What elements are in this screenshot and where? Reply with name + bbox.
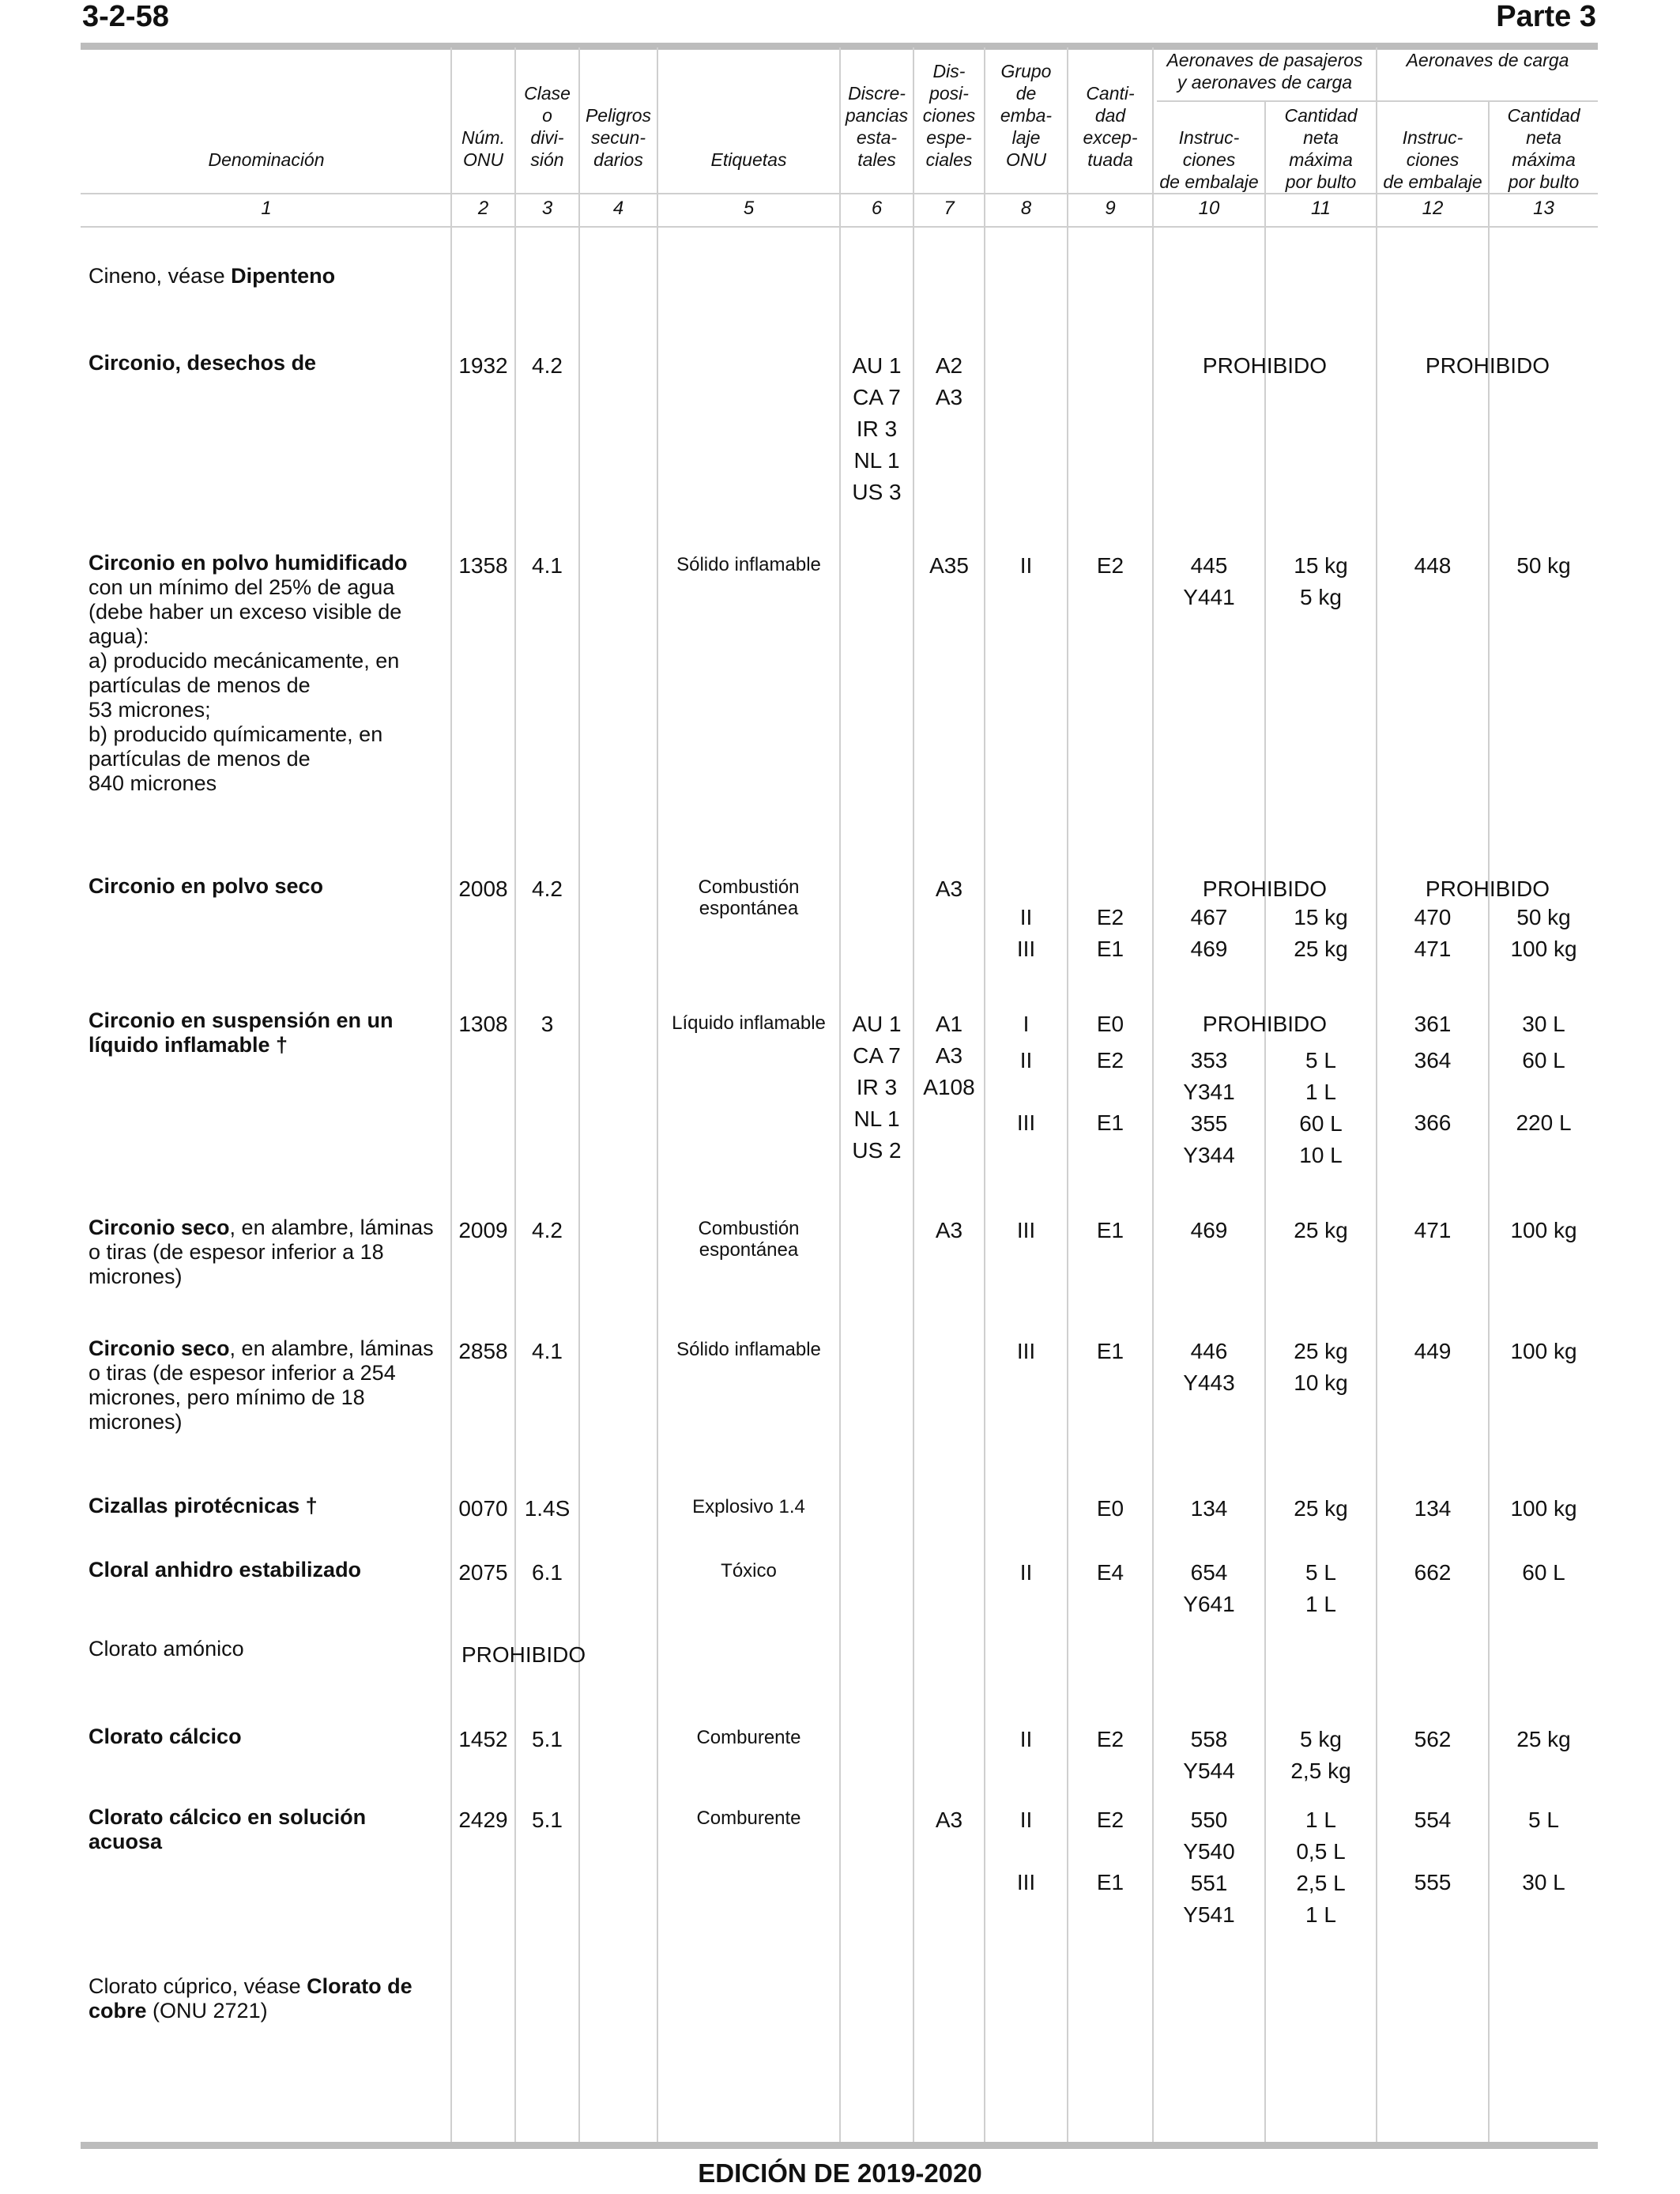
entry-name: Circonio seco, en alambre, láminas o tiras (de espesor inferior a 254 micrones, pero mínimo de 18 micrones) xyxy=(89,1336,434,1434)
special-provisions: A2 A3 xyxy=(935,353,963,409)
special-provisions: A3 xyxy=(935,876,963,901)
part-title: Parte 3 xyxy=(1496,0,1596,33)
max-quantity-pax: 15 kg 5 kg xyxy=(1294,553,1348,609)
packing-group: II xyxy=(1019,1727,1033,1751)
class-division: 3 xyxy=(541,1012,554,1036)
max-quantity-cargo: 100 kg xyxy=(1510,1218,1577,1242)
class-division: 4.1 xyxy=(532,553,563,578)
packing-instruction-pax: 134 xyxy=(1190,1496,1228,1521)
max-quantity-cargo: 50 kg 100 kg xyxy=(1510,905,1577,961)
prohibited-all: PROHIBIDO xyxy=(461,1642,586,1667)
excepted-quantity: E4 xyxy=(1096,1560,1124,1585)
packing-instruction-cargo: 471 xyxy=(1414,1218,1452,1242)
excepted-quantity: E2 E1 xyxy=(1096,905,1124,961)
excepted-quantity: E2 xyxy=(1096,1808,1124,1832)
header-peligros: Peligros secun- darios xyxy=(585,105,652,170)
header-group-pasajeros: Aeronaves de pasajeros y aeronaves de carga xyxy=(1166,50,1363,92)
packing-instruction-cargo: 361 xyxy=(1414,1012,1452,1036)
max-quantity-cargo: 30 L xyxy=(1522,1870,1565,1894)
packing-group: III xyxy=(1016,1870,1036,1894)
packing-instruction-cargo: 366 xyxy=(1414,1110,1452,1135)
packing-instruction-cargo: 470 471 xyxy=(1414,905,1452,961)
column-number: 10 xyxy=(1198,198,1220,219)
packing-group: II xyxy=(1019,553,1033,578)
col-divider xyxy=(578,47,580,2142)
group-header-divider xyxy=(1157,100,1598,102)
packing-instruction-cargo: 448 xyxy=(1414,553,1452,578)
max-quantity-pax: 1 L 0,5 L 2,5 L 1 L xyxy=(1296,1808,1346,1927)
entry-name: Clorato cálcico xyxy=(89,1725,242,1748)
max-quantity-cargo: 5 L xyxy=(1528,1808,1559,1832)
column-number: 6 xyxy=(871,198,883,219)
header-discrepancias: Discre- pancias esta- tales xyxy=(845,83,909,170)
max-quantity-pax: 15 kg 25 kg xyxy=(1294,905,1348,961)
header-instr-pax: Instruc- ciones de embalaje xyxy=(1159,127,1259,192)
packing-instruction-cargo: 449 xyxy=(1414,1339,1452,1363)
max-quantity-cargo: 25 kg xyxy=(1516,1727,1571,1751)
un-number: 1358 xyxy=(458,553,508,578)
excepted-quantity: E1 xyxy=(1096,1110,1124,1135)
packing-group: II xyxy=(1019,1808,1033,1832)
packing-instruction-pax: 469 xyxy=(1190,1218,1228,1242)
un-number: 0070 xyxy=(458,1496,508,1521)
class-division: 4.1 xyxy=(532,1339,563,1363)
excepted-quantity: E0 xyxy=(1096,1496,1124,1521)
edition-footer: EDICIÓN DE 2019-2020 xyxy=(698,2158,982,2188)
hazard-label: Comburente xyxy=(696,1808,801,1829)
entry-name: Clorato cálcico en solución acuosa xyxy=(89,1805,367,1853)
packing-instruction-cargo: 555 xyxy=(1414,1870,1452,1894)
special-provisions: A35 xyxy=(929,553,969,578)
un-number: 2008 xyxy=(458,876,508,901)
un-number: 2858 xyxy=(458,1339,508,1363)
entry-name: Circonio, desechos de xyxy=(89,351,317,375)
packing-instruction-pax: 467 469 xyxy=(1190,905,1228,961)
un-number: 1932 xyxy=(458,353,508,378)
hazard-label: Combustión espontánea xyxy=(698,876,800,919)
header-group-carga: Aeronaves de carga xyxy=(1406,50,1569,70)
state-variations: AU 1 CA 7 IR 3 NL 1 US 2 xyxy=(852,1012,902,1163)
prohibited-cargo: PROHIBIDO xyxy=(1425,876,1550,901)
max-quantity-cargo: 30 L xyxy=(1522,1012,1565,1036)
class-division: 4.2 xyxy=(532,1218,563,1242)
max-quantity-pax: 5 kg 2,5 kg xyxy=(1290,1727,1351,1783)
column-number: 12 xyxy=(1422,198,1444,219)
header-num-onu: Núm. ONU xyxy=(461,127,505,170)
excepted-quantity: E2 xyxy=(1096,1727,1124,1751)
un-number: 1452 xyxy=(458,1727,508,1751)
class-division: 5.1 xyxy=(532,1727,563,1751)
entry-name: Circonio en polvo humidificado con un mínimo del 25% de agua (debe haber un exceso visible de agua): a) producido mecánicamente, en partículas de menos de 53 micrones; b) producido químicamente, en partículas de menos de 840 micrones xyxy=(89,551,408,795)
column-number: 8 xyxy=(1020,198,1032,219)
header-etiquetas: Etiquetas xyxy=(710,149,787,170)
packing-group: III xyxy=(1016,1339,1036,1363)
excepted-quantity: E2 xyxy=(1096,1048,1124,1072)
max-quantity-cargo: 60 L xyxy=(1522,1560,1565,1585)
header-disposiciones: Dis- posi- ciones espe- ciales xyxy=(922,61,976,170)
packing-instruction-cargo: 662 xyxy=(1414,1560,1452,1585)
packing-instruction-pax: 353 Y341 355 Y344 xyxy=(1183,1048,1235,1167)
packing-instruction-cargo: 562 xyxy=(1414,1727,1452,1751)
entry-name: Circonio seco, en alambre, láminas o tiras (de espesor inferior a 18 micrones) xyxy=(89,1216,434,1288)
class-division: 4.2 xyxy=(532,876,563,901)
max-quantity-pax: 25 kg xyxy=(1294,1496,1348,1521)
packing-group: III xyxy=(1016,1218,1036,1242)
class-division: 5.1 xyxy=(532,1808,563,1832)
packing-instruction-pax: 558 Y544 xyxy=(1183,1727,1235,1783)
special-provisions: A1 A3 A108 xyxy=(923,1012,975,1099)
packing-instruction-cargo: 364 xyxy=(1414,1048,1452,1072)
header-denominacion: Denominación xyxy=(208,149,325,170)
max-quantity-cargo: 100 kg xyxy=(1510,1496,1577,1521)
max-quantity-cargo: 220 L xyxy=(1516,1110,1572,1135)
class-division: 4.2 xyxy=(532,353,563,378)
max-quantity-pax: 5 L 1 L 60 L 10 L xyxy=(1299,1048,1343,1167)
prohibited-pax: PROHIBIDO xyxy=(1202,1012,1328,1036)
column-number: 4 xyxy=(612,198,624,219)
entry-name: Circonio en suspensión en un líquido inflamable † xyxy=(89,1008,394,1057)
hazard-label: Tóxico xyxy=(721,1560,777,1581)
un-number: 2429 xyxy=(458,1808,508,1832)
excepted-quantity: E2 xyxy=(1096,553,1124,578)
un-number: 1308 xyxy=(458,1012,508,1036)
max-quantity-pax: 25 kg xyxy=(1294,1218,1348,1242)
max-quantity-pax: 5 L 1 L xyxy=(1305,1560,1336,1616)
packing-instruction-pax: 550 Y540 551 Y541 xyxy=(1183,1808,1235,1927)
entry-name: Circonio en polvo seco xyxy=(89,874,324,898)
prohibited-pax: PROHIBIDO xyxy=(1202,876,1328,901)
packing-instruction-pax: 654 Y641 xyxy=(1183,1560,1235,1616)
bottom-rule xyxy=(81,2142,1598,2149)
header-cantidad-exceptuada: Canti- dad excep- tuada xyxy=(1083,83,1138,170)
hazard-label: Combustión espontánea xyxy=(698,1218,800,1261)
entry-name: Cloral anhidro estabilizado xyxy=(89,1558,362,1581)
special-provisions: A3 xyxy=(935,1218,963,1242)
packing-group: I xyxy=(1023,1012,1030,1036)
header-clase: Clase o divi- sión xyxy=(524,83,571,170)
column-number: 7 xyxy=(944,198,955,219)
hazard-label: Sólido inflamable xyxy=(676,1339,821,1360)
entry-name: Clorato amónico xyxy=(89,1637,244,1661)
column-number: 5 xyxy=(743,198,755,219)
packing-group: II xyxy=(1019,1560,1033,1585)
prohibited-cargo: PROHIBIDO xyxy=(1425,353,1550,378)
hazard-label: Comburente xyxy=(696,1727,801,1748)
header-qty-pax: Cantidad neta máxima por bulto xyxy=(1284,105,1358,192)
packing-instruction-cargo: 134 xyxy=(1414,1496,1452,1521)
column-number: 9 xyxy=(1105,198,1116,219)
packing-group: II III xyxy=(1016,905,1036,961)
excepted-quantity: E1 xyxy=(1096,1339,1124,1363)
un-number: 2075 xyxy=(458,1560,508,1585)
header-grupo-embalaje: Grupo de emba- laje ONU xyxy=(1000,61,1053,170)
excepted-quantity: E1 xyxy=(1096,1870,1124,1894)
column-number: 1 xyxy=(261,198,272,219)
class-division: 1.4S xyxy=(524,1496,571,1521)
prohibited-pax: PROHIBIDO xyxy=(1202,353,1328,378)
entry-name: Cizallas pirotécnicas † xyxy=(89,1494,318,1517)
column-number: 3 xyxy=(541,198,553,219)
header-instr-cargo: Instruc- ciones de embalaje xyxy=(1383,127,1482,192)
max-quantity-cargo: 60 L xyxy=(1522,1048,1565,1072)
special-provisions: A3 xyxy=(935,1808,963,1832)
max-quantity-cargo: 100 kg xyxy=(1510,1339,1577,1363)
entry-name: Clorato cúprico, véase Clorato de cobre (ONU 2721) xyxy=(89,1974,412,2022)
packing-group: III xyxy=(1016,1110,1036,1135)
column-number: 13 xyxy=(1533,198,1554,219)
packing-instruction-pax: 445 Y441 xyxy=(1183,553,1235,609)
hazard-label: Explosivo 1.4 xyxy=(692,1496,805,1517)
class-division: 6.1 xyxy=(532,1560,563,1585)
max-quantity-pax: 25 kg 10 kg xyxy=(1294,1339,1348,1395)
state-variations: AU 1 CA 7 IR 3 NL 1 US 3 xyxy=(852,353,902,504)
excepted-quantity: E1 xyxy=(1096,1218,1124,1242)
packing-instruction-cargo: 554 xyxy=(1414,1808,1452,1832)
excepted-quantity: E0 xyxy=(1096,1012,1124,1036)
un-number: 2009 xyxy=(458,1218,508,1242)
header-qty-cargo: Cantidad neta máxima por bulto xyxy=(1507,105,1580,192)
packing-instruction-pax: 446 Y443 xyxy=(1183,1339,1235,1395)
hazard-label: Líquido inflamable xyxy=(672,1012,826,1034)
max-quantity-cargo: 50 kg xyxy=(1516,553,1571,578)
page-number: 3-2-58 xyxy=(82,0,169,33)
packing-group: II xyxy=(1019,1048,1033,1072)
hazard-label: Sólido inflamable xyxy=(676,554,821,575)
column-number: 2 xyxy=(477,198,489,219)
entry-name: Cineno, véase Dipenteno xyxy=(89,264,336,288)
column-number: 11 xyxy=(1311,198,1331,219)
